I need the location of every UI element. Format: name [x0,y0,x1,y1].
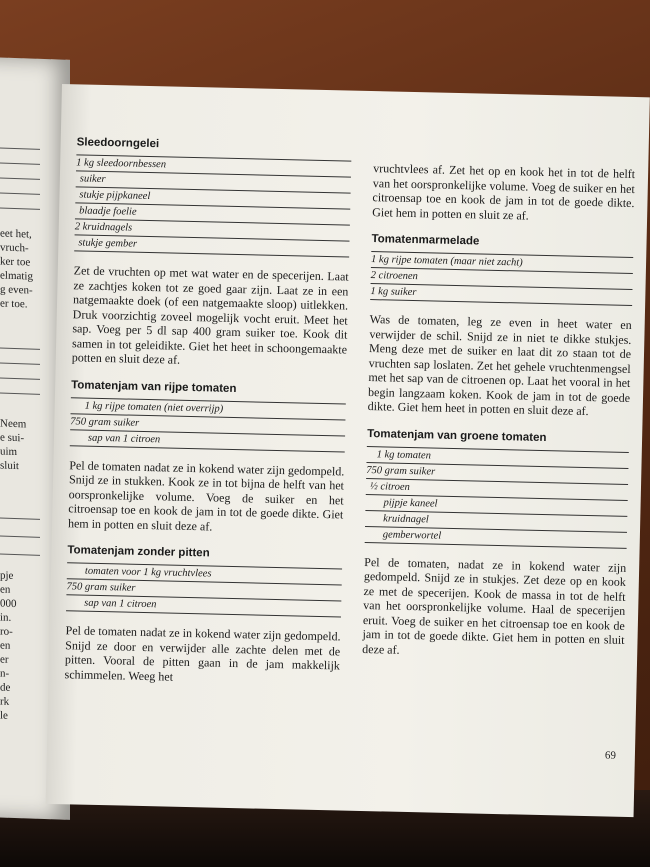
ingredient-row: stukje pijpkaneel [75,187,350,209]
recipe-tomatenjam-rijpe-tomaten [68,379,346,537]
left-page-fragment: e sui- [0,431,25,445]
ingredient-row: 750 gram suiker [70,414,345,436]
ingredient-row: stukje gember [74,235,349,257]
ingredient-row: 1 kg rijpe tomaten (maar niet zacht) [371,252,633,274]
recipe-sleedoorngelei [72,136,352,371]
left-page-rule [0,347,40,349]
recipe-instructions: Pel de tomaten nadat ze in kokend water zijn gedompeld. Snijd ze in stukken. Kook ze in tot bijna de helft van het oorspronkelijke volume. Voeg de suiker en het citroensap toe en kook de jam in tot de goede dikte. Giet hem in potten en sluit deze af. [67,457,345,534]
left-page-fragment: de [0,681,11,694]
recipe-title: Sleedoorngelei [76,136,160,151]
left-page-fragment: 000 [0,597,17,611]
recipe-instructions: vruchtvlees af. Zet het op en kook het in tot de helft van het oorspronkelijke volume. Voeg de suiker en het citroensap toe en kook de jam in tot de goede dikte. Giet hem in potten en sluit ze af. [372,161,636,223]
left-page-rule [0,392,40,394]
left-page-fragment: pje [0,569,14,582]
ingredient-row: tomaten voor 1 kg vruchtvlees [67,563,342,585]
ingredient-row: 2 citroenen [371,268,633,290]
left-page-fragment: sluit [0,459,19,473]
left-page-rule [0,377,40,379]
ingredient-row: 1 kg suiker [370,284,632,306]
recipe-title: Tomatenjam van groene tomaten [367,427,547,444]
left-column [64,136,352,701]
recipe-title: Tomatenjam van rijpe tomaten [71,378,237,395]
recipe-title: Tomatenmarmelade [371,233,480,248]
left-page-rule [0,192,40,194]
ingredient-row: kruidnagel [365,510,627,532]
ingredient-row: sap van 1 citroen [66,595,341,617]
right-column [362,161,635,676]
left-page-rule [0,162,40,164]
recipe-instructions: Pel de tomaten nadat ze in kokend water zijn gedompeld. Snijd ze door en verwijder alle zachte delen met de pitten. Vooral de pitten gaan in de jam makkelijk schimmelen. Weeg het [64,623,341,684]
recipe-instructions: Was de tomaten, leg ze even in heet water en verwijder de schil. Snijd ze in niet te dikke stukjes. Meng deze met de suiker en laat dit zo staan tot de vruchten sap loslaten. Zet het gehele vruchtenmengsel met het sap van de citroenen op. Laat het vooral in het begin langzaam koken. Kook de jam in tot de goede dikte. Giet hem heet in potten en sluit deze af. [367,312,632,419]
ingredient-row: 2 kruidnagels [75,219,350,241]
ingredient-row: 1 kg tomaten [366,447,628,469]
left-page-fragment: in. [0,611,12,624]
ingredient-row: 1 kg sleedoornbessen [76,155,351,177]
recipe-tomatenmarmelade [368,233,634,419]
ingredient-list [74,154,351,257]
left-page-fragment: en [0,583,11,596]
left-page-fragment: n- [0,667,10,680]
left-page-fragment: ker toe [0,255,31,269]
recipe-tomatenjam-groene-tomaten [362,428,629,662]
recipe-instructions: Pel de tomaten, nadat ze in kokend water zijn gedompeld. Snijd ze in stukjes. Zet deze op en kook ze met de specerijen. Kook de massa in tot de helft van het oorspronkelijke volume. Haal de specerijen eruit. Voeg de suiker en het citroensap toe en kook de jam in tot de goede dikte. Giet hem in potten en sluit deze af. [362,554,627,657]
ingredient-row: sap van 1 citroen [70,430,345,452]
left-page-fragment: ro- [0,625,13,638]
ingredient-row: 1 kg rijpe tomaten (niet overrijp) [71,398,346,420]
ingredient-row: 750 gram suiker [366,463,628,485]
left-page-fragment: uim [0,445,18,459]
left-page-fragment: eet het, [0,227,32,241]
left-page-fragment: Neem [0,417,27,431]
left-page-fragment: er toe. [0,297,28,311]
left-page-fragment: er [0,653,9,666]
left-page-fragment: en [0,639,11,652]
ingredient-row: blaadje foelie [75,203,350,225]
left-page-rule [0,177,40,179]
left-page-fragment: g even- [0,283,33,297]
ingredient-list [70,397,346,452]
page-number: 69 [604,749,617,762]
left-page-rule [0,147,40,149]
left-page-rule [0,207,40,209]
ingredient-list [365,446,629,549]
left-page-rule [0,553,40,555]
ingredient-row: 750 gram suiker [66,579,341,601]
recipe-instructions: Zet de vruchten op met wat water en de specerijen. Laat ze zachtjes koken tot ze goed gaar zijn. Laat ze in een natgemaakte doek (of een natgemaakte sloop) uitlekken. Druk voorzichtig zoveel mogelijk vocht eruit. Meet het sap. Voeg per 5 dl sap 400 gram suiker toe. Kook dit samen in tot geleidikte. Giet het heet in schoongemaakte potten en sluit deze af. [71,263,349,367]
left-page-fragment: vruch- [0,241,29,255]
ingredient-row: pijpje kaneel [365,494,627,516]
ingredient-row: gemberwortel [365,526,627,548]
recipe-tomatenjam-zonder-pitten [64,544,342,687]
recipe-title: Tomatenjam zonder pitten [67,544,210,560]
left-page-fragment: elmatig [0,269,33,283]
ingredient-row: ½ citroen [366,479,628,501]
right-page [46,84,650,817]
ingredient-list [66,562,342,617]
ingredient-list [370,251,633,306]
left-page-rule [0,535,40,537]
left-page-fragment: le [0,709,8,722]
left-page-fragment: rk [0,695,10,708]
recipe-continuation [372,161,635,225]
ingredient-row: suiker [76,171,351,193]
left-page-rule [0,517,40,519]
left-page-rule [0,362,40,364]
